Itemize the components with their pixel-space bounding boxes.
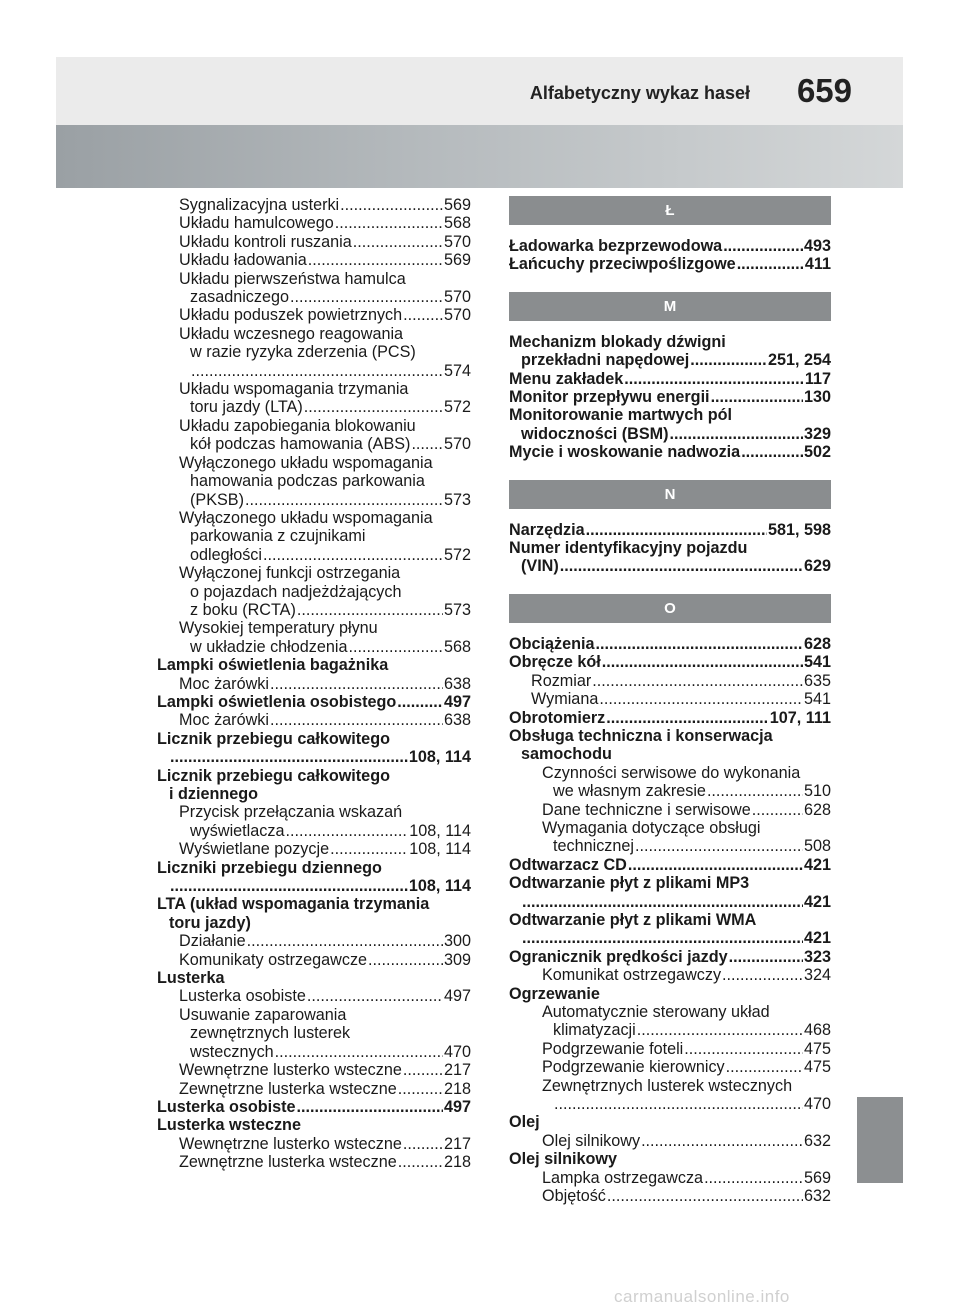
dot-leader xyxy=(398,1080,443,1098)
index-heading-line: Numer identyfikacyjny pojazdu xyxy=(509,539,748,558)
index-entry-page: 632 xyxy=(803,1187,831,1206)
index-entry-page: 628 xyxy=(803,800,831,819)
index-entry xyxy=(157,693,471,711)
index-entry-page: 568 xyxy=(443,637,471,656)
index-entry-term: (VIN) xyxy=(521,557,559,576)
index-entry xyxy=(509,893,831,911)
index-entry-term: Narzędzia xyxy=(509,520,585,539)
dot-leader xyxy=(307,987,443,1005)
dot-leader xyxy=(247,932,443,950)
index-entry-page: 568 xyxy=(443,214,471,233)
header-band xyxy=(56,57,903,125)
dot-leader xyxy=(170,748,408,766)
index-entry-term: Ładowarka bezprzewodowa xyxy=(509,237,723,255)
index-entry xyxy=(509,782,831,800)
index-entry-page: 570 xyxy=(443,435,471,454)
index-entry-page: 421 xyxy=(803,929,831,948)
index-entry-page: 107, 111 xyxy=(769,708,831,727)
index-entry xyxy=(509,690,831,708)
index-heading-line: toru jazdy) xyxy=(169,913,251,932)
index-entry-term: Łańcuchy przeciwpoślizgowe xyxy=(509,255,736,274)
index-heading-line: Wyłączonego układu wspomagania xyxy=(179,508,433,527)
index-heading-line: Olej silnikowy xyxy=(509,1150,617,1169)
index-entry-term: Wymiana xyxy=(531,690,599,709)
index-entry-page: 541 xyxy=(803,653,831,672)
index-entry xyxy=(509,443,831,461)
dot-leader xyxy=(670,425,803,443)
index-heading-line: Układu wczesnego reagowania xyxy=(179,324,404,343)
dot-leader xyxy=(398,1153,443,1171)
index-entry-term: wyświetlacza xyxy=(190,821,285,840)
index-entry xyxy=(157,1080,471,1098)
index-entry xyxy=(509,237,831,255)
dot-leader xyxy=(304,398,443,416)
index-entry xyxy=(157,601,471,619)
index-entry-page: 470 xyxy=(803,1095,831,1114)
index-entry-term: kół podczas hamowania (ABS) xyxy=(190,435,411,454)
index-entry-term: Wewnętrzne lusterko wsteczne xyxy=(179,1134,402,1153)
index-entry-page: 572 xyxy=(443,545,471,564)
index-entry-term: Obrotomierz xyxy=(509,708,606,727)
dot-leader xyxy=(340,196,443,214)
index-entry xyxy=(509,929,831,947)
index-heading-line: Przycisk przełączania wskazań xyxy=(179,803,403,822)
dot-leader xyxy=(628,856,803,874)
index-heading-line: Wyłączonej funkcji ostrzegania xyxy=(179,564,401,583)
index-entry-term: Układu ładowania xyxy=(179,251,307,270)
index-heading-line: Układu pierwszeństwa hamulca xyxy=(179,269,406,288)
dot-leader xyxy=(595,635,803,653)
index-entry xyxy=(157,1153,471,1171)
index-entry-page: 475 xyxy=(803,1039,831,1058)
index-entry xyxy=(509,1021,831,1039)
index-entry xyxy=(509,635,831,653)
index-entry xyxy=(157,932,471,950)
index-entry-page: 574 xyxy=(443,361,471,380)
index-entry xyxy=(509,856,831,874)
index-entry-page: 323 xyxy=(803,947,831,966)
index-entry-term: Lampka ostrzegawcza xyxy=(542,1168,704,1187)
index-entry xyxy=(157,196,471,214)
dot-leader xyxy=(308,251,443,269)
index-entry-term: Wyświetlane pozycje xyxy=(179,840,330,859)
index-entry-page: 510 xyxy=(803,782,831,801)
index-heading-line: Ogrzewanie xyxy=(509,984,600,1003)
index-entry-page: 468 xyxy=(803,1021,831,1040)
index-entry-term: Układu kontroli ruszania xyxy=(179,232,352,251)
index-entry-term: widoczności (BSM) xyxy=(521,424,669,443)
index-entry-term: toru jazdy (LTA) xyxy=(190,398,303,417)
dot-leader xyxy=(726,1058,803,1076)
dot-leader xyxy=(353,233,443,251)
index-entry xyxy=(509,948,831,966)
index-entry-term: Działanie xyxy=(179,932,246,951)
section-letter-header: O xyxy=(509,594,831,623)
index-entry xyxy=(509,653,831,671)
index-heading-line: Lusterka wsteczne xyxy=(157,1116,301,1135)
index-entry-page: 497 xyxy=(443,1097,471,1116)
dot-leader xyxy=(191,362,443,380)
dot-leader xyxy=(297,601,443,619)
index-heading-line: parkowania z czujnikami xyxy=(190,527,366,546)
dot-leader xyxy=(722,966,803,984)
index-entry-page: 502 xyxy=(803,443,831,462)
index-entry-term: Podgrzewanie kierownicy xyxy=(542,1058,725,1077)
index-column-right xyxy=(509,196,831,1223)
dot-leader xyxy=(637,1021,803,1039)
index-entry xyxy=(509,966,831,984)
index-entry-term: przekładni napędowej xyxy=(521,351,690,370)
index-heading-line: Zewnętrznych lusterek wstecznych xyxy=(542,1076,793,1095)
index-entry-page: 130 xyxy=(803,388,831,407)
index-entry xyxy=(509,351,831,369)
dot-leader xyxy=(368,951,443,969)
dot-leader xyxy=(602,653,803,671)
index-entry xyxy=(157,638,471,656)
watermark: carmanualsonline.info xyxy=(614,1287,790,1306)
dot-leader xyxy=(752,801,803,819)
index-entry-page: 421 xyxy=(803,892,831,911)
index-entry-page: 108, 114 xyxy=(409,821,471,840)
index-entry-page: 628 xyxy=(803,634,831,653)
index-entry-page: 541 xyxy=(803,690,831,709)
dot-leader xyxy=(403,1135,443,1153)
index-entry xyxy=(509,1095,831,1113)
index-heading-line: w razie ryzyka zderzenia (PCS) xyxy=(190,343,416,362)
dot-leader xyxy=(290,288,443,306)
index-entry xyxy=(157,1043,471,1061)
dot-leader xyxy=(560,557,803,575)
section-letter-header: N xyxy=(509,480,831,509)
dot-leader xyxy=(522,929,803,947)
index-entry-page: 493 xyxy=(803,237,831,255)
dot-leader xyxy=(635,837,803,855)
dot-leader xyxy=(684,1040,803,1058)
index-entry-page: 251, 254 xyxy=(767,351,831,370)
index-entry-page: 218 xyxy=(443,1079,471,1098)
index-entry-term: zasadniczego xyxy=(190,288,289,307)
index-entry-page: 497 xyxy=(443,987,471,1006)
index-entry-page: 569 xyxy=(443,251,471,270)
dot-leader xyxy=(263,546,443,564)
dot-leader xyxy=(522,893,803,911)
index-letter-section xyxy=(509,196,831,274)
index-entry-page: 421 xyxy=(803,855,831,874)
index-letter-section xyxy=(509,594,831,1206)
index-entry-page: 117 xyxy=(804,369,831,388)
index-entry-term: Wewnętrzne lusterko wsteczne xyxy=(179,1061,402,1080)
index-entry-term: Komunikat ostrzegawczy xyxy=(542,966,722,985)
index-entry-term: Olej silnikowy xyxy=(542,1131,641,1150)
dot-leader xyxy=(607,1187,803,1205)
index-heading-line: Wysokiej temperatury płynu xyxy=(179,619,378,638)
index-entry-term: w układzie chłodzenia xyxy=(190,637,348,656)
index-entry xyxy=(509,1040,831,1058)
index-entry xyxy=(157,822,471,840)
dot-leader xyxy=(729,948,803,966)
dot-leader xyxy=(723,237,803,255)
index-entry-page: 475 xyxy=(803,1058,831,1077)
index-heading-line: Układu wspomagania trzymania xyxy=(179,380,409,399)
index-heading-line: Usuwanie zaparowania xyxy=(179,1005,347,1024)
index-heading-line: zewnętrznych lusterek xyxy=(190,1024,351,1043)
index-heading-line: Monitorowanie martwych pól xyxy=(509,406,733,425)
index-entry-page: 508 xyxy=(803,837,831,856)
index-heading-line: samochodu xyxy=(521,745,612,764)
index-heading-line: Automatycznie sterowany układ xyxy=(542,1003,770,1021)
index-entry-page: 470 xyxy=(443,1042,471,1061)
index-entry xyxy=(157,840,471,858)
index-entry-term: Dane techniczne i serwisowe xyxy=(542,800,751,819)
index-heading-line: hamowania podczas parkowania xyxy=(190,472,425,491)
index-entry xyxy=(509,672,831,690)
index-heading-line: i dziennego xyxy=(169,785,259,803)
index-entry xyxy=(157,251,471,269)
dot-leader xyxy=(411,435,443,453)
index-entry-page: 635 xyxy=(803,671,831,690)
section-letter-header: M xyxy=(509,292,831,321)
index-entry-page: 572 xyxy=(443,398,471,417)
index-entry-page: 573 xyxy=(443,600,471,619)
index-entry xyxy=(509,1187,831,1205)
index-letter-section xyxy=(509,292,831,462)
index-entry xyxy=(157,233,471,251)
dot-leader xyxy=(348,638,443,656)
index-entry-page: 324 xyxy=(803,966,831,985)
index-entry xyxy=(157,435,471,453)
dot-leader xyxy=(270,675,443,693)
dot-leader xyxy=(170,877,408,895)
index-entry-term: (PKSB) xyxy=(190,490,244,509)
index-entry-term: Podgrzewanie foteli xyxy=(542,1039,684,1058)
index-entry-term: z boku (RCTA) xyxy=(190,600,296,619)
index-heading-line: Obsługa techniczna i konserwacja xyxy=(509,726,773,745)
dot-leader xyxy=(606,709,769,727)
index-entry xyxy=(157,306,471,324)
index-entry-term: Sygnalizacyjna usterki xyxy=(179,196,340,214)
index-entry-term: Odtwarzacz CD xyxy=(509,855,627,874)
index-entry-page: 497 xyxy=(443,692,471,711)
index-heading-line: Mechanizm blokady dźwigni xyxy=(509,332,726,351)
dot-leader xyxy=(335,214,443,232)
index-entry-term: Moc żarówki xyxy=(179,674,269,693)
index-entry xyxy=(509,388,831,406)
index-entry-term: Ogranicznik prędkości jazdy xyxy=(509,947,728,966)
index-entry-page: 300 xyxy=(443,932,471,951)
section-letter-header: Ł xyxy=(509,196,831,225)
index-entry xyxy=(157,1061,471,1079)
index-entry-term: Rozmiar xyxy=(531,671,592,690)
index-entry xyxy=(157,877,471,895)
index-entry-page: 573 xyxy=(443,490,471,509)
dot-leader xyxy=(599,690,803,708)
index-entry xyxy=(509,1058,831,1076)
dot-leader xyxy=(711,388,803,406)
index-entry xyxy=(509,709,831,727)
index-entry xyxy=(509,1169,831,1187)
dot-leader xyxy=(245,491,443,509)
index-heading-line: Odtwarzanie płyt z plikami WMA xyxy=(509,910,757,929)
index-entry xyxy=(509,837,831,855)
index-entry-term: Menu zakładek xyxy=(509,369,624,388)
index-heading-line: Lusterka xyxy=(157,969,225,988)
index-entry-term: klimatyzacji xyxy=(553,1021,636,1040)
index-entry xyxy=(157,987,471,1005)
index-entry xyxy=(157,675,471,693)
index-heading-line: Lampki oświetlenia bagażnika xyxy=(157,656,389,675)
index-heading-line: Liczniki przebiegu dziennego xyxy=(157,858,382,877)
index-entry-page: 218 xyxy=(443,1153,471,1172)
index-entry-page: 570 xyxy=(443,232,471,251)
index-entry xyxy=(509,521,831,539)
index-entry-term: Obręcze kół xyxy=(509,653,601,672)
index-entry-term: Monitor przepływu energii xyxy=(509,388,710,407)
index-entry-page: 632 xyxy=(803,1131,831,1150)
index-entry xyxy=(509,557,831,575)
index-entry xyxy=(157,288,471,306)
index-entry-page: 638 xyxy=(443,674,471,693)
dot-leader xyxy=(285,822,408,840)
index-entry xyxy=(157,546,471,564)
dot-leader xyxy=(624,370,804,388)
index-heading-line: Wyłączonego układu wspomagania xyxy=(179,453,433,472)
dot-leader xyxy=(397,693,443,711)
index-heading-line: Wymagania dotyczące obsługi xyxy=(542,818,761,837)
index-entry-term: Układu hamulcowego xyxy=(179,214,334,233)
dot-leader xyxy=(707,782,803,800)
dot-leader xyxy=(275,1043,443,1061)
index-heading-line: Olej xyxy=(509,1113,540,1132)
dot-leader xyxy=(592,672,803,690)
index-entry xyxy=(157,748,471,766)
dot-leader xyxy=(297,1098,443,1116)
index-entry-term: Moc żarówki xyxy=(179,711,269,730)
index-entry-term: technicznej xyxy=(553,837,634,856)
index-entry-page: 569 xyxy=(803,1168,831,1187)
index-entry-page: 638 xyxy=(443,711,471,730)
index-column-left xyxy=(157,196,471,1172)
index-heading-line: Licznik przebiegu całkowitego xyxy=(157,766,390,785)
index-entry-term: Komunikaty ostrzegawcze xyxy=(179,950,368,969)
index-entry xyxy=(157,1135,471,1153)
index-entry-page: 309 xyxy=(443,950,471,969)
index-entry-page: 629 xyxy=(803,557,831,576)
index-entry xyxy=(509,801,831,819)
index-entry xyxy=(509,370,831,388)
dot-leader xyxy=(270,711,443,729)
index-entry-term: we własnym zakresie xyxy=(553,782,706,801)
index-entry xyxy=(509,425,831,443)
index-entry-page: 108, 114 xyxy=(408,748,471,767)
index-entry-page: 329 xyxy=(803,424,831,443)
page-number: 659 xyxy=(796,72,852,109)
decorative-gradient-band xyxy=(56,125,903,188)
index-entry-term: Zewnętrzne lusterka wsteczne xyxy=(179,1079,397,1098)
dot-leader xyxy=(690,351,767,369)
index-heading-line: Czynności serwisowe do wykonania xyxy=(542,763,801,782)
index-entry-term: Zewnętrzne lusterka wsteczne xyxy=(179,1153,397,1172)
index-entry-page: 108, 114 xyxy=(409,840,471,859)
index-entry xyxy=(157,491,471,509)
dot-leader xyxy=(704,1169,803,1187)
index-entry-term: Układu poduszek powietrznych xyxy=(179,306,403,325)
index-entry-term: Lusterka osobiste xyxy=(157,1097,296,1116)
index-entry-page: 569 xyxy=(443,196,471,214)
index-entry-term: odległości xyxy=(190,545,262,564)
index-entry xyxy=(157,711,471,729)
index-entry xyxy=(157,951,471,969)
index-heading-line: Licznik przebiegu całkowitego xyxy=(157,729,390,748)
index-entry-term: Mycie i woskowanie nadwozia xyxy=(509,443,741,462)
index-entry-page: 108, 114 xyxy=(408,877,471,896)
index-entry xyxy=(509,1132,831,1150)
index-heading-line: Odtwarzanie płyt z plikami MP3 xyxy=(509,874,750,893)
index-entry-term: Lusterka osobiste xyxy=(179,987,306,1006)
dot-leader xyxy=(403,306,443,324)
index-entry-page: 217 xyxy=(443,1061,471,1080)
index-heading-line: o pojazdach nadjeżdżających xyxy=(190,582,402,601)
index-entry-page: 570 xyxy=(443,306,471,325)
index-letter-section xyxy=(509,480,831,576)
dot-leader xyxy=(737,255,804,273)
index-heading-line: LTA (układ wspomagania trzymania xyxy=(157,895,430,914)
dot-leader xyxy=(641,1132,803,1150)
index-entry-term: Obciążenia xyxy=(509,634,595,653)
index-entry-page: 581, 598 xyxy=(767,520,831,539)
index-entry xyxy=(157,398,471,416)
index-entry xyxy=(157,362,471,380)
index-entry-page: 570 xyxy=(443,288,471,307)
dot-leader xyxy=(741,443,803,461)
index-entry xyxy=(157,1098,471,1116)
index-entry-term: Objętość xyxy=(542,1187,606,1206)
index-entry-term: Lampki oświetlenia osobistego xyxy=(157,692,397,711)
dot-leader xyxy=(330,840,408,858)
chapter-thumb-tab xyxy=(857,1097,903,1183)
dot-leader xyxy=(403,1061,443,1079)
index-entry xyxy=(157,214,471,232)
index-entry-page: 411 xyxy=(804,255,831,274)
running-header-title: Alfabetyczny wykaz haseł xyxy=(529,83,750,103)
index-entry xyxy=(509,255,831,273)
index-heading-line: Układu zapobiegania blokowaniu xyxy=(179,416,416,435)
index-entry-page: 217 xyxy=(443,1134,471,1153)
dot-leader xyxy=(554,1095,803,1113)
dot-leader xyxy=(586,521,767,539)
index-entry-term: wstecznych xyxy=(190,1042,274,1061)
